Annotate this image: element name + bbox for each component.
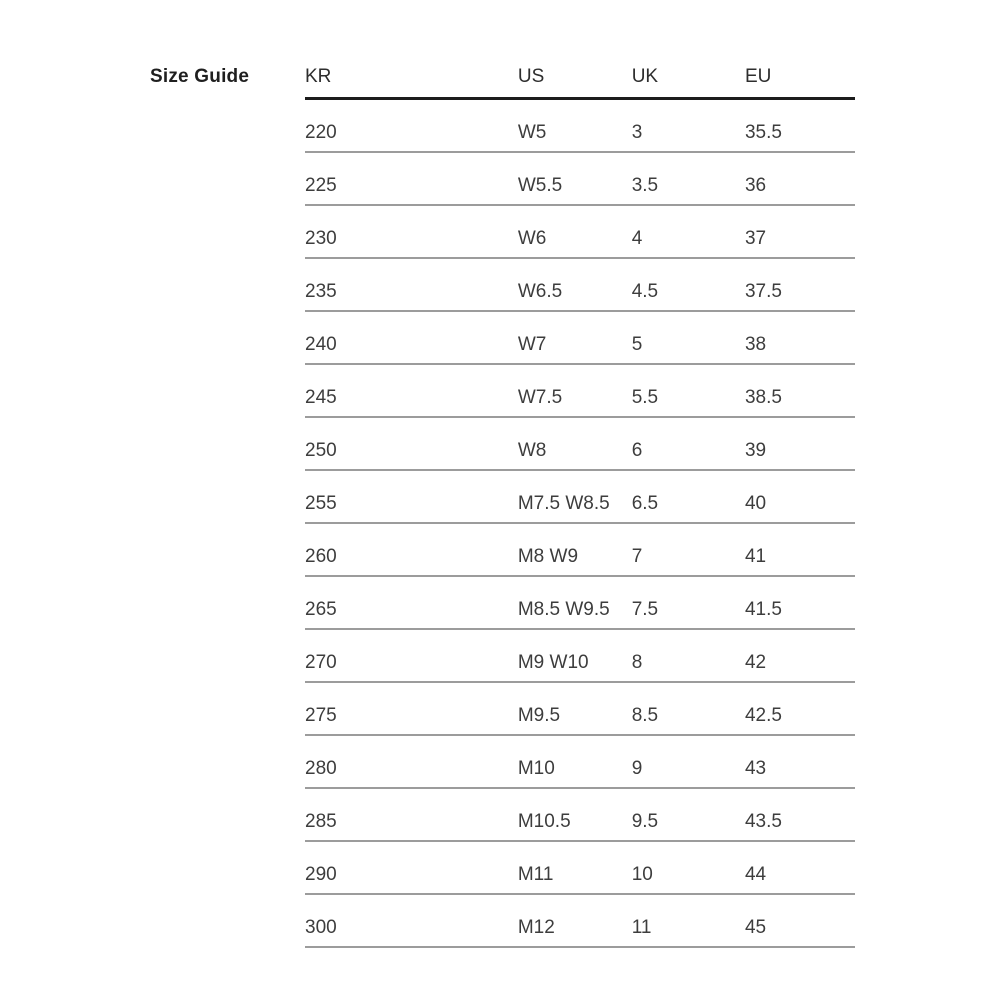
size-cell-us: W7 <box>518 311 632 364</box>
table-row <box>305 576 855 629</box>
size-cell-kr: 265 <box>305 576 518 629</box>
size-cell-uk: 11 <box>632 894 745 947</box>
size-cell-uk: 3 <box>632 99 745 153</box>
table-row <box>305 417 855 470</box>
table-row <box>305 735 855 788</box>
size-cell-us: W7.5 <box>518 364 632 417</box>
size-cell-eu: 43 <box>745 735 855 788</box>
size-cell-eu: 37 <box>745 205 855 258</box>
size-cell-uk: 4 <box>632 205 745 258</box>
size-cell-us: W6 <box>518 205 632 258</box>
size-cell-us: M12 <box>518 894 632 947</box>
size-cell-uk: 3.5 <box>632 152 745 205</box>
size-cell-eu: 44 <box>745 841 855 894</box>
column-header-kr: KR <box>305 60 518 99</box>
size-cell-eu: 38.5 <box>745 364 855 417</box>
size-cell-eu: 40 <box>745 470 855 523</box>
size-cell-kr: 230 <box>305 205 518 258</box>
size-cell-uk: 6 <box>632 417 745 470</box>
size-cell-uk: 9 <box>632 735 745 788</box>
table-row <box>305 364 855 417</box>
table-body <box>305 99 855 948</box>
size-cell-kr: 250 <box>305 417 518 470</box>
size-cell-kr: 225 <box>305 152 518 205</box>
size-conversion-table <box>305 60 855 948</box>
size-cell-us: M7.5 W8.5 <box>518 470 632 523</box>
size-cell-uk: 5 <box>632 311 745 364</box>
size-cell-kr: 280 <box>305 735 518 788</box>
size-cell-us: W6.5 <box>518 258 632 311</box>
column-header-us: US <box>518 60 632 99</box>
table-row <box>305 152 855 205</box>
size-cell-us: M8 W9 <box>518 523 632 576</box>
table-header-row <box>305 60 855 99</box>
size-cell-kr: 300 <box>305 894 518 947</box>
table-row <box>305 523 855 576</box>
size-cell-us: W5 <box>518 99 632 153</box>
size-cell-kr: 220 <box>305 99 518 153</box>
size-cell-us: M9.5 <box>518 682 632 735</box>
column-header-eu: EU <box>745 60 855 99</box>
size-cell-uk: 7 <box>632 523 745 576</box>
size-cell-eu: 38 <box>745 311 855 364</box>
column-header-uk: UK <box>632 60 745 99</box>
table-row <box>305 205 855 258</box>
size-cell-us: M9 W10 <box>518 629 632 682</box>
size-cell-kr: 245 <box>305 364 518 417</box>
size-cell-us: W5.5 <box>518 152 632 205</box>
table-header <box>305 60 855 99</box>
size-cell-kr: 235 <box>305 258 518 311</box>
size-cell-uk: 10 <box>632 841 745 894</box>
size-cell-eu: 42 <box>745 629 855 682</box>
table-row <box>305 311 855 364</box>
size-cell-uk: 8.5 <box>632 682 745 735</box>
size-cell-eu: 45 <box>745 894 855 947</box>
size-cell-kr: 255 <box>305 470 518 523</box>
size-cell-us: W8 <box>518 417 632 470</box>
size-cell-us: M11 <box>518 841 632 894</box>
size-cell-eu: 42.5 <box>745 682 855 735</box>
size-cell-us: M8.5 W9.5 <box>518 576 632 629</box>
size-cell-uk: 8 <box>632 629 745 682</box>
table-row <box>305 99 855 153</box>
size-cell-kr: 285 <box>305 788 518 841</box>
table-row <box>305 841 855 894</box>
size-cell-eu: 41.5 <box>745 576 855 629</box>
size-cell-eu: 37.5 <box>745 258 855 311</box>
page-title: Size Guide <box>150 66 250 87</box>
table-row <box>305 894 855 947</box>
size-cell-kr: 240 <box>305 311 518 364</box>
size-cell-uk: 7.5 <box>632 576 745 629</box>
size-cell-kr: 275 <box>305 682 518 735</box>
size-cell-eu: 36 <box>745 152 855 205</box>
size-cell-uk: 5.5 <box>632 364 745 417</box>
table-row <box>305 258 855 311</box>
size-cell-uk: 9.5 <box>632 788 745 841</box>
table-row <box>305 470 855 523</box>
size-cell-eu: 39 <box>745 417 855 470</box>
size-cell-uk: 4.5 <box>632 258 745 311</box>
size-cell-eu: 43.5 <box>745 788 855 841</box>
table-row <box>305 629 855 682</box>
size-cell-eu: 41 <box>745 523 855 576</box>
size-cell-kr: 290 <box>305 841 518 894</box>
table-row <box>305 682 855 735</box>
size-cell-uk: 6.5 <box>632 470 745 523</box>
size-cell-kr: 260 <box>305 523 518 576</box>
table-row <box>305 788 855 841</box>
size-cell-eu: 35.5 <box>745 99 855 153</box>
size-cell-us: M10.5 <box>518 788 632 841</box>
size-cell-kr: 270 <box>305 629 518 682</box>
size-cell-us: M10 <box>518 735 632 788</box>
